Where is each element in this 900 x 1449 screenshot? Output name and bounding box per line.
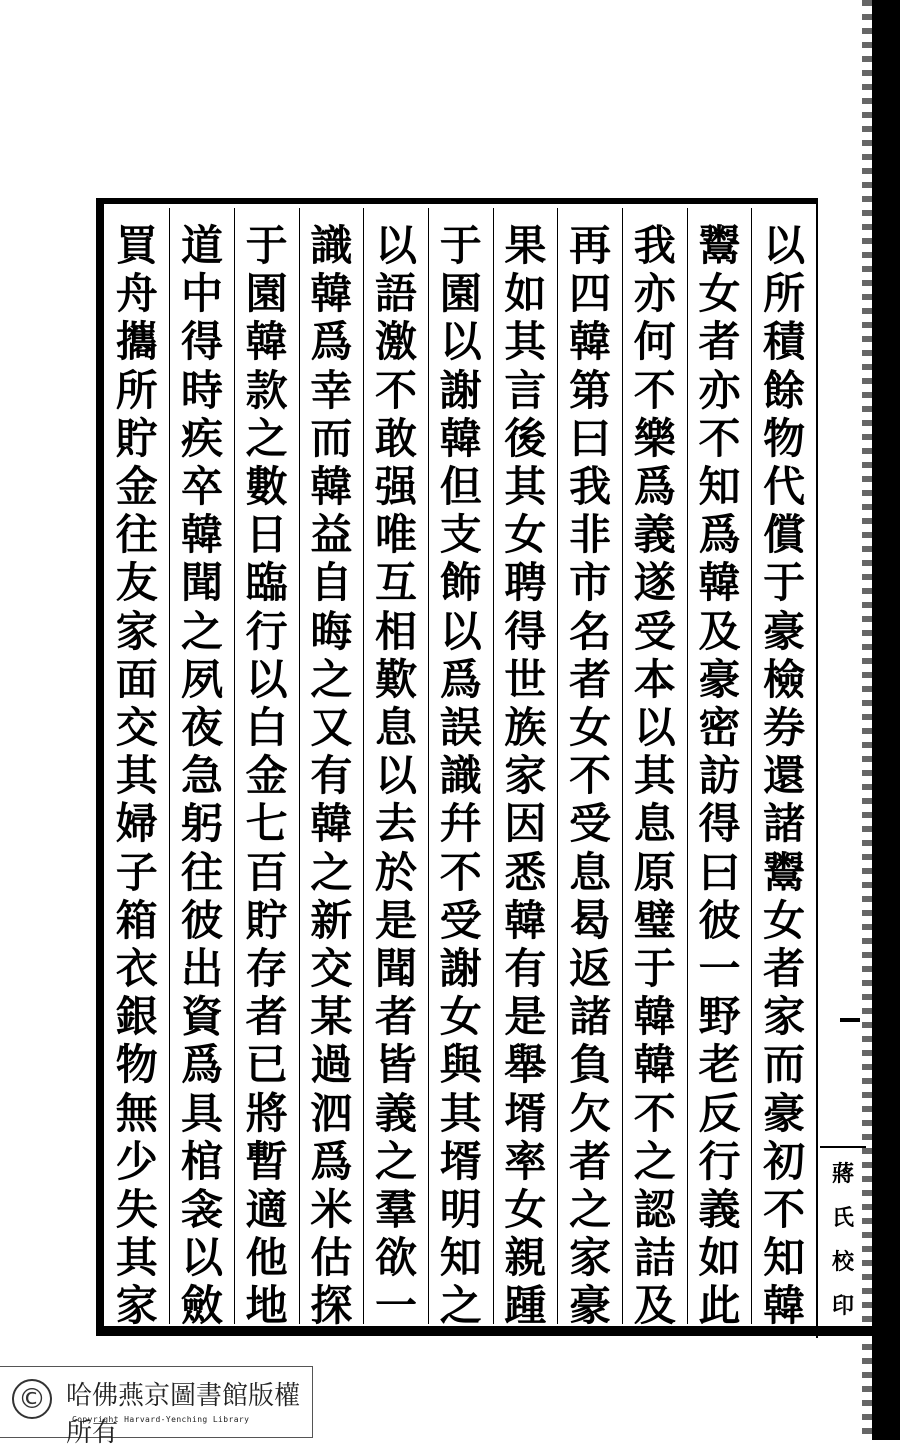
copyright-english: Copyright Harvard-Yenching Library [72,1415,250,1424]
column-text: 于園韓款之數日臨行以白金七百貯存者已將暫適他地 [245,221,288,1331]
copyright-chinese: 哈佛燕京圖書館版權所有 [66,1381,301,1448]
text-columns [104,208,816,1331]
text-column [299,208,364,1331]
page-margin [816,198,866,1338]
column-text: 買舟攜所貯金往友家面交其婦子箱衣銀物無少失其家 [115,221,158,1331]
text-column [622,208,687,1331]
column-text: 我亦何不樂爲義遂受本以其息原璧于韓韓不之認詰及 [633,221,676,1331]
column-text: 于園以謝韓但支飾以爲誤識幷不受謝女與其壻明知之 [439,221,482,1331]
text-column [493,208,558,1331]
column-text: 識韓爲幸而韓益自晦之又有韓之新交某過泗爲米估探 [310,221,353,1331]
text-column [557,208,622,1331]
seal-character: 校 [831,1249,854,1275]
column-text: 再四韓第曰我非市名者女不受息曷返諸負欠者之家豪 [569,221,612,1331]
seal-character: 氏 [831,1205,854,1231]
text-column [751,208,816,1331]
seal-character: 印 [831,1293,854,1319]
text-column [428,208,493,1331]
top-border-rule [96,198,816,204]
text-column [363,208,428,1331]
margin-rule [820,1146,866,1148]
column-text: 鬻女者亦不知爲韓及豪密訪得曰彼一野老反行義如此 [698,221,741,1331]
margin-tick [840,1018,860,1022]
text-block [96,198,816,1338]
text-column [687,208,752,1331]
margin-seal [828,1152,858,1328]
seal-character: 蔣 [831,1161,854,1187]
column-text: 以所積餘物代償于豪檢券還諸鬻女者家而豪初不知韓 [763,221,806,1331]
text-column [234,208,299,1331]
column-text: 道中得時疾卒韓聞之夙夜急躬往彼出資爲具棺衾以斂 [180,221,223,1331]
text-column [104,208,169,1331]
page-edge-dark [872,0,900,1440]
text-column [169,208,234,1331]
copyright-icon: © [12,1379,52,1419]
column-text: 以語激不敢强唯互相歎息以去於是聞者皆義之羣欲一 [375,221,418,1331]
copyright-notice [0,1366,313,1448]
column-text: 果如其言後其女聘得世族家因悉韓有是舉壻率女親踵 [504,221,547,1331]
left-border-rule [96,198,104,1330]
